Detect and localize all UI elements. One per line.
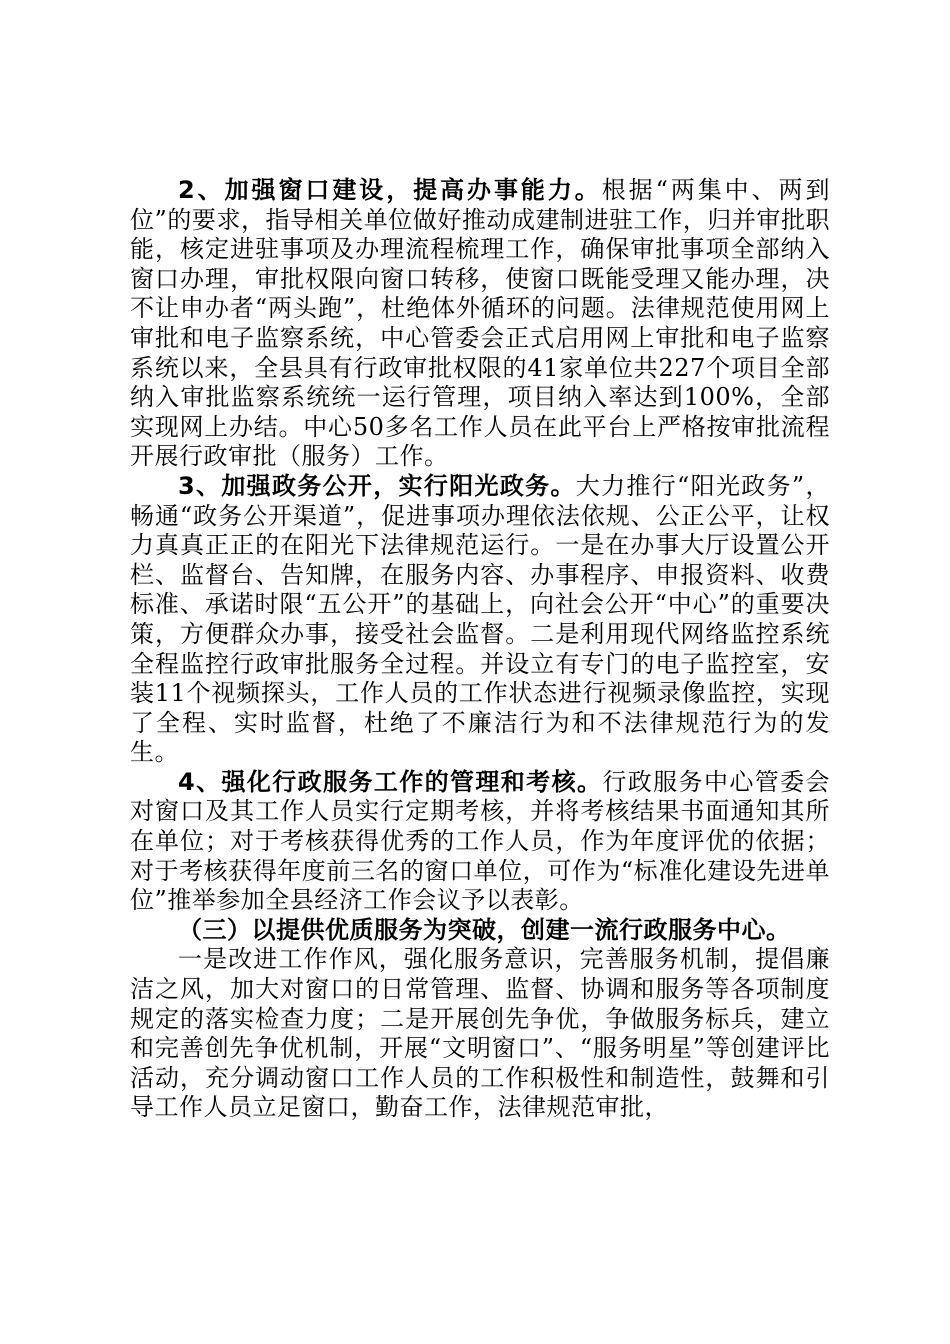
paragraph-lead: 3、加强政务公开，实行阳光政务。 [178,471,576,500]
paragraph-management-assessment [130,768,830,916]
paragraph-text: 大力推行“阳光政务”，畅通“政务公开渠道”，促进事项办理依法依规、公正公平，让权力真真正正的在阳光下法律规范运行。一是在办事大厅设置公开栏、监督台、告知牌，在服务内容、办事程序、申报资料、收费标准、承诺时限“五公开”的基础上，向社会公开“中心”的重要决策，方便群众办事，接受社会监督。二是利用现代网络监控系统全程监控行政审批服务全过程。并设立有专门的电子监控室，安装11个视频探头，工作人员的工作状态进行视频录像监控，实现了全程、实时监督，杜绝了不廉洁行为和不法律规范行为的发生。 [130,471,830,767]
paragraph-government-transparency [130,472,830,768]
section-heading: （三）以提供优质服务为突破，创建一流行政服务中心。 [178,915,791,944]
paragraph-lead: 4、强化行政服务工作的管理和考核。 [178,767,603,796]
paragraph-service-improvement: 一是改进工作作风，强化服务意识，完善服务机制，提倡廉洁之风，加大对窗口的日常管理、监督、协调和服务等各项制度规定的落实检查力度；二是开展创先争优，争做服务标兵，建立和完善创先争优机制，开展“文明窗口”、“服务明星”等创建评比活动，充分调动窗口工作人员的工作积极性和制造性，鼓舞和引导工作人员立足窗口，勤奋工作，法律规范审批， [130,945,830,1122]
paragraph-text: 行政服务中心管委会对窗口及其工作人员实行定期考核，并将考核结果书面通知其所在单位；对于考核获得优秀的工作人员，作为年度评优的依据；对于考核获得年度前三名的窗口单位，可作为“标准化建设先进单位”推举参加全县经济工作会议予以表彰。 [130,767,831,915]
paragraph-window-construction [130,176,830,472]
paragraph-lead: 2、加强窗口建设，提高办事能力。 [178,176,602,204]
paragraph-text: 根据“两集中、两到位”的要求，指导相关单位做好推动成建制进驻工作，归并审批职能，核定进驻事项及办理流程梳理工作，确保审批事项全部纳入窗口办理，审批权限向窗口转移，使窗口既能受理又能办理，决不让申办者“两头跑”，杜绝体外循环的问题。法律规范使用网上审批和电子监察系统，中心管委会正式启用网上审批和电子监察系统以来，全县具有行政审批权限的41家单位共227个项目全部纳入审批监察系统统一运行管理，项目纳入率达到100%，全部实现网上办结。中心50多名工作人员在此平台上严格按审批流程开展行政审批（服务）工作。 [130,176,830,471]
document-body [130,176,830,1123]
